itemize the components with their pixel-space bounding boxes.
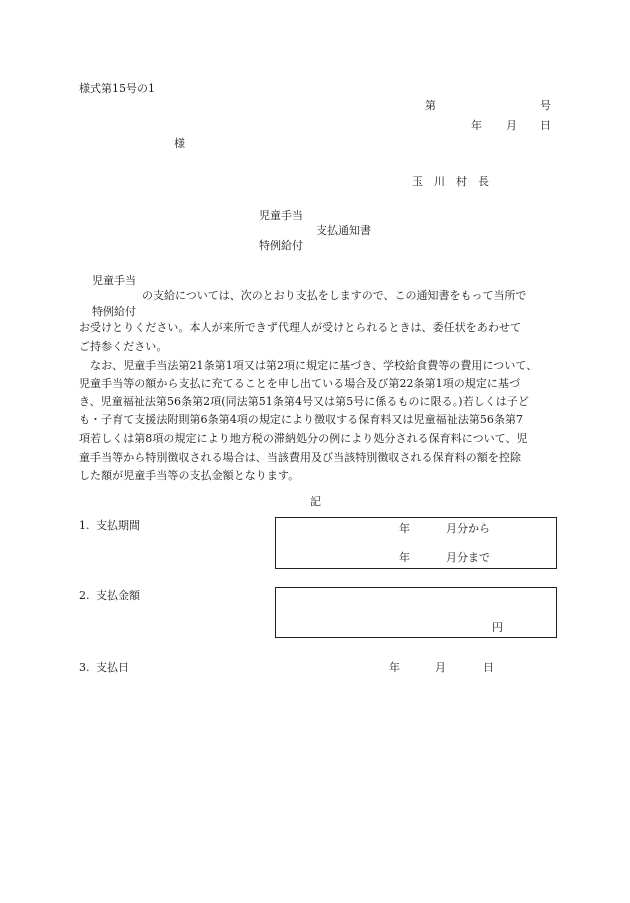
addressee-suffix: 様 [174,137,185,150]
period-from-year: 年 [399,522,410,535]
payday-label: 支払日 [96,661,129,674]
date-day: 日 [540,119,551,132]
payday-year: 年 [389,661,400,674]
period-to-month: 月分まで [446,551,490,564]
amount-label: 支払金額 [96,589,140,602]
period-box [275,517,557,569]
title-lower: 特例給付 [259,239,303,252]
period-number: 1. [79,519,90,532]
paragraph1-prefix-upper: 児童手当 [92,274,136,287]
amount-box [275,587,557,638]
paragraph2-line: 童手当等から特別徴収される場合は、当該費用及び当該特別徴収される保育料の額を控除 [79,451,521,464]
paragraph1-prefix-lower: 特例給付 [92,305,136,318]
payday-day: 日 [483,661,494,674]
amount-unit: 円 [492,621,503,634]
paragraph2-line: き、児童福祉法第56条第2項(同法第51条第4号又は第5号に係るものに限る。)若しくは子ど [79,395,529,408]
period-from-month: 月分から [446,522,490,535]
paragraph2-line: も・子育て支援法附則第6条第4項の規定により徴収する保育料又は児童福祉法第56条第7 [79,413,524,426]
payday-month: 月 [435,661,446,674]
paragraph1-line3: ご持参ください。 [79,340,168,353]
period-to-year: 年 [399,551,410,564]
title-upper: 児童手当 [259,209,303,222]
payday-number: 3. [79,661,90,674]
paragraph2-line: なお、児童手当法第21条第1項又は第2項に規定に基づき、学校給食費等の費用について、 [79,359,538,372]
date-month: 月 [506,119,517,132]
paragraph2-line: 児童手当等の額から支払に充てることを申し出ている場合及び第22条第1項の規定に基づ [79,377,521,390]
form-number: 様式第15号の1 [79,82,155,95]
paragraph2-line: した額が児童手当等の支払金額となります。 [79,469,300,482]
title-main: 支払通知書 [316,224,371,237]
paragraph2-line: 項若しくは第8項の規定により地方税の滞納処分の例により処分される保育料について、児 [79,432,528,445]
period-label: 支払期間 [96,519,140,532]
doc-number-prefix: 第 [425,99,436,112]
ki-heading: 記 [310,495,321,508]
issuer: 玉 川 村 長 [412,175,489,188]
paragraph1-line2: お受けとりください。本人が来所できず代理人が受けとられるときは、委任状をあわせて [79,321,521,334]
date-year: 年 [471,119,482,132]
doc-number-suffix: 号 [540,99,551,112]
paragraph1-line1: の支給については、次のとおり支払をしますので、この通知書をもって当所で [142,289,527,302]
amount-number: 2. [79,589,90,602]
